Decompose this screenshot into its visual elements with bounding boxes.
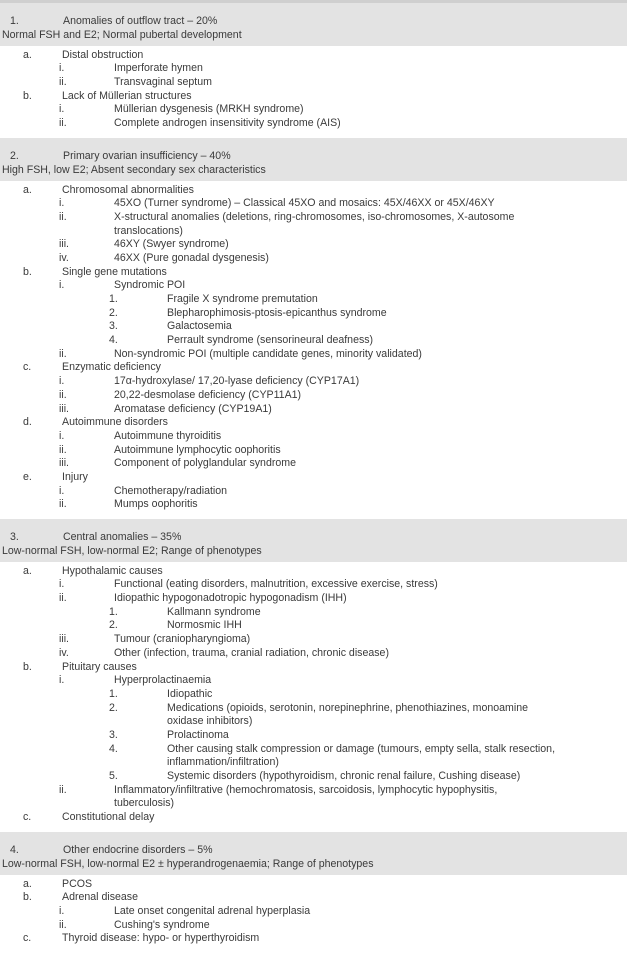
section-header — [0, 3, 627, 46]
list-item — [0, 606, 627, 620]
list-marker: i. — [59, 375, 65, 388]
list-item — [0, 674, 627, 688]
list-text: Kallmann syndrome — [167, 605, 261, 618]
list-text: Distal obstruction — [62, 48, 144, 61]
list-text: Autoimmune disorders — [62, 416, 168, 429]
section-title-row — [10, 150, 627, 164]
list-text: Systemic disorders (hypothyroidism, chronic renal failure, Cushing disease) — [167, 770, 521, 783]
list-text: Adrenal disease — [62, 891, 138, 904]
list-item — [0, 729, 627, 743]
section-body — [0, 875, 627, 953]
list-item — [0, 457, 627, 471]
list-item — [0, 633, 627, 647]
list-text: X-structural anomalies (deletions, ring-chromosomes, iso-chromosomes, X-autosome — [114, 210, 515, 223]
list-item — [0, 878, 627, 892]
list-marker: a. — [23, 48, 32, 61]
list-text: Constitutional delay — [62, 811, 155, 824]
list-text: Perrault syndrome (sensorineural deafness) — [167, 334, 374, 347]
list-marker: i. — [59, 578, 65, 591]
list-marker: ii. — [59, 347, 67, 360]
list-item — [0, 293, 627, 307]
list-item — [0, 485, 627, 499]
list-marker: a. — [23, 183, 32, 196]
section-body — [0, 46, 627, 138]
list-marker: 2. — [109, 619, 118, 632]
list-text: Single gene mutations — [62, 265, 167, 278]
list-item — [0, 103, 627, 117]
list-marker: i. — [59, 279, 65, 292]
list-text: Medications (opioids, serotonin, norepinephrine, phenothiazines, monoamine — [167, 701, 528, 714]
list-marker: c. — [23, 361, 32, 374]
list-item — [0, 307, 627, 321]
section-header — [0, 832, 627, 875]
list-marker: i. — [59, 904, 65, 917]
list-item — [0, 238, 627, 252]
list-item — [0, 279, 627, 293]
section-subtitle: High FSH, low E2; Absent secondary sex characteristics — [2, 163, 266, 176]
list-marker: a. — [23, 564, 32, 577]
list-item — [0, 797, 627, 811]
list-item — [0, 756, 627, 770]
list-marker: 1. — [109, 687, 118, 700]
list-text: Other causing stalk compression or damage (tumours, empty sella, stalk resection, — [167, 742, 556, 755]
list-marker: 5. — [109, 770, 118, 783]
list-text: 20,22-desmolase deficiency (CYP11A1) — [114, 388, 302, 401]
section-header — [0, 519, 627, 562]
list-marker: e. — [23, 470, 32, 483]
list-marker: iii. — [59, 633, 70, 646]
list-marker: iv. — [59, 646, 69, 659]
list-item — [0, 647, 627, 661]
list-text: Other (infection, trauma, cranial radiation, chronic disease) — [114, 646, 389, 659]
section-title: Anomalies of outflow tract – 20% — [63, 15, 218, 27]
list-text: Syndromic POI — [114, 279, 186, 292]
section-title-row — [10, 15, 627, 29]
list-marker: b. — [23, 89, 32, 102]
list-text: Aromatase deficiency (CYP19A1) — [114, 402, 272, 415]
list-marker: ii. — [59, 443, 67, 456]
list-item — [0, 498, 627, 512]
list-marker: ii. — [59, 498, 67, 511]
list-text: Cushing's syndrome — [114, 918, 210, 931]
list-text: Hypothalamic causes — [62, 564, 163, 577]
list-text: Thyroid disease: hypo- or hyperthyroidism — [62, 932, 260, 945]
list-marker: c. — [23, 932, 32, 945]
list-marker: i. — [59, 674, 65, 687]
list-marker: 1. — [109, 293, 118, 306]
list-text: translocations) — [114, 224, 183, 237]
section-subtitle: Normal FSH and E2; Normal pubertal development — [2, 29, 242, 41]
list-item — [0, 702, 627, 716]
list-item — [0, 619, 627, 633]
list-item — [0, 266, 627, 280]
list-item — [0, 184, 627, 198]
list-marker: ii. — [59, 783, 67, 796]
list-marker: ii. — [59, 918, 67, 931]
section-subtitle: Low-normal FSH, low-normal E2 ± hyperandrogenaemia; Range of phenotypes — [2, 857, 374, 870]
list-item — [0, 375, 627, 389]
list-text: Imperforate hymen — [114, 62, 203, 75]
list-marker: 3. — [109, 728, 118, 741]
list-marker: iii. — [59, 402, 70, 415]
list-marker: b. — [23, 660, 32, 673]
list-text: Functional (eating disorders, malnutrition, excessive exercise, stress) — [114, 578, 438, 591]
list-text: Müllerian dysgenesis (MRKH syndrome) — [114, 103, 304, 116]
list-item — [0, 320, 627, 334]
list-text: Blepharophimosis-ptosis-epicanthus syndrome — [167, 306, 387, 319]
section-title: Central anomalies – 35% — [63, 531, 182, 544]
list-item — [0, 565, 627, 579]
list-text: tuberculosis) — [114, 797, 175, 810]
list-text: Transvaginal septum — [114, 76, 212, 89]
list-item — [0, 743, 627, 757]
list-marker: 4. — [109, 742, 118, 755]
list-marker: iii. — [59, 457, 70, 470]
section-title: Other endocrine disorders – 5% — [63, 843, 213, 856]
list-item — [0, 715, 627, 729]
section-number: 2. — [10, 149, 19, 162]
list-text: 45XO (Turner syndrome) – Classical 45XO and mosaics: 45X/46XX or 45X/46XY — [114, 197, 495, 210]
list-item — [0, 348, 627, 362]
section-number: 4. — [10, 843, 19, 856]
list-text: Injury — [62, 470, 88, 483]
list-text: inflammation/infiltration) — [167, 756, 279, 769]
list-item — [0, 252, 627, 266]
list-marker: b. — [23, 891, 32, 904]
list-marker: ii. — [59, 592, 67, 605]
list-marker: i. — [59, 429, 65, 442]
list-item — [0, 784, 627, 798]
section-number: 1. — [10, 15, 19, 27]
section-body — [0, 181, 627, 520]
list-item — [0, 225, 627, 239]
list-item — [0, 430, 627, 444]
list-marker: i. — [59, 197, 65, 210]
list-item — [0, 416, 627, 430]
section-title-row — [10, 844, 627, 858]
list-text: Chemotherapy/radiation — [114, 484, 228, 497]
list-text: Component of polyglandular syndrome — [114, 457, 296, 470]
section-body — [0, 562, 627, 832]
list-item — [0, 578, 627, 592]
list-text: Prolactinoma — [167, 728, 229, 741]
list-marker: d. — [23, 416, 32, 429]
section-subtitle: Low-normal FSH, low-normal E2; Range of phenotypes — [2, 545, 262, 558]
list-marker: iii. — [59, 238, 70, 251]
section-title: Primary ovarian insufficiency – 40% — [63, 149, 231, 162]
list-item — [0, 811, 627, 825]
section-header — [0, 138, 627, 181]
list-text: 46XY (Swyer syndrome) — [114, 238, 229, 251]
list-marker: b. — [23, 265, 32, 278]
list-text: Idiopathic — [167, 687, 213, 700]
list-text: oxidase inhibitors) — [167, 715, 253, 728]
list-item — [0, 389, 627, 403]
list-text: PCOS — [62, 877, 93, 890]
list-marker: a. — [23, 877, 32, 890]
list-item — [0, 932, 627, 946]
section-number: 3. — [10, 531, 19, 544]
list-item — [0, 471, 627, 485]
list-text: Lack of Müllerian structures — [62, 89, 192, 102]
list-item — [0, 49, 627, 63]
list-marker: 2. — [109, 701, 118, 714]
list-item — [0, 62, 627, 76]
list-text: Hyperprolactinaemia — [114, 674, 212, 687]
list-text: Autoimmune lymphocytic oophoritis — [114, 443, 281, 456]
list-text: Autoimmune thyroiditis — [114, 429, 222, 442]
list-marker: c. — [23, 811, 32, 824]
list-item — [0, 919, 627, 933]
list-item — [0, 770, 627, 784]
list-item — [0, 891, 627, 905]
list-marker: ii. — [59, 210, 67, 223]
list-text: Normosmic IHH — [167, 619, 242, 632]
list-text: Tumour (craniopharyngioma) — [114, 633, 251, 646]
list-marker: 2. — [109, 306, 118, 319]
list-text: Complete androgen insensitivity syndrome (AIS) — [114, 117, 341, 130]
list-text: Idiopathic hypogonadotropic hypogonadism (IHH) — [114, 592, 347, 605]
list-marker: iv. — [59, 251, 69, 264]
list-item — [0, 361, 627, 375]
list-marker: ii. — [59, 388, 67, 401]
list-marker: i. — [59, 62, 65, 75]
list-marker: ii. — [59, 117, 67, 130]
list-text: Enzymatic deficiency — [62, 361, 161, 374]
list-text: Pituitary causes — [62, 660, 137, 673]
list-marker: i. — [59, 103, 65, 116]
list-item — [0, 197, 627, 211]
list-text: Mumps oophoritis — [114, 498, 198, 511]
list-item — [0, 403, 627, 417]
list-text: 46XX (Pure gonadal dysgenesis) — [114, 251, 269, 264]
list-marker: 4. — [109, 334, 118, 347]
list-item — [0, 688, 627, 702]
list-text: Inflammatory/infiltrative (hemochromatosis, sarcoidosis, lymphocytic hypophysitis, — [114, 783, 498, 796]
list-item — [0, 117, 627, 131]
list-text: Fragile X syndrome premutation — [167, 293, 318, 306]
list-item — [0, 592, 627, 606]
list-marker: i. — [59, 484, 65, 497]
list-item — [0, 334, 627, 348]
list-item — [0, 90, 627, 104]
list-text: Late onset congenital adrenal hyperplasia — [114, 904, 311, 917]
sections-container — [0, 3, 627, 953]
list-marker: ii. — [59, 76, 67, 89]
list-text: 17α-hydroxylase/ 17,20-lyase deficiency (CYP17A1) — [114, 375, 360, 388]
list-item — [0, 211, 627, 225]
list-item — [0, 905, 627, 919]
list-item — [0, 661, 627, 675]
section-title-row — [10, 531, 627, 545]
list-marker: 1. — [109, 605, 118, 618]
list-text: Galactosemia — [167, 320, 232, 333]
list-item — [0, 76, 627, 90]
list-text: Non-syndromic POI (multiple candidate genes, minority validated) — [114, 347, 422, 360]
list-marker: 3. — [109, 320, 118, 333]
list-text: Chromosomal abnormalities — [62, 183, 194, 196]
list-item — [0, 444, 627, 458]
